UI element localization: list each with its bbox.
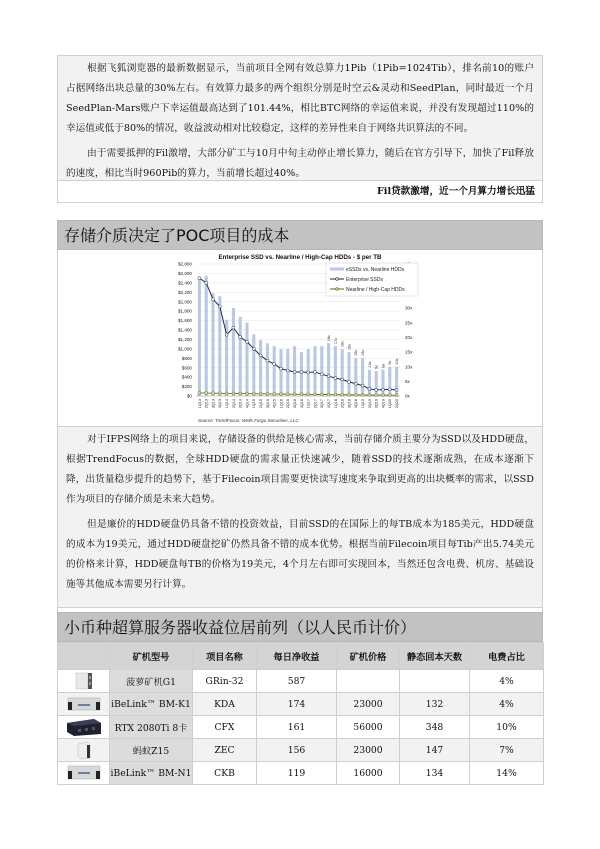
miner-image-cell xyxy=(58,762,110,785)
ssd-point xyxy=(395,388,398,391)
ssd-point xyxy=(354,382,357,385)
left-axis-tick-label: $400 xyxy=(181,374,192,380)
bar-data-label: 18x xyxy=(327,335,331,342)
payback-days: 348 xyxy=(400,716,470,739)
section-title: 小币种超算服务器收益位居前列（以人民币计价） xyxy=(57,612,543,642)
bar-data-label: 15x xyxy=(354,349,359,356)
miner-model: 菠萝矿机G1 xyxy=(110,670,193,693)
ssd-point xyxy=(320,373,323,376)
left-axis-tick-label: $800 xyxy=(181,355,192,361)
ssd-point xyxy=(327,375,330,378)
daily-profit: 174 xyxy=(257,693,337,716)
left-axis-tick-label: $1,800 xyxy=(177,308,192,314)
hdd-point xyxy=(246,392,249,395)
ssd-point xyxy=(293,370,296,373)
ssd-point xyxy=(348,380,351,383)
right-axis-tick-label: 10x xyxy=(405,364,413,370)
column-header: 项目名称 xyxy=(193,643,257,670)
project-name: ZEC xyxy=(193,739,257,762)
bar-data-label: 13x xyxy=(367,361,372,368)
miner-model: iBeLink™ BM-K1 xyxy=(110,693,193,716)
hdd-point xyxy=(239,392,242,395)
x-axis-tick-label: 3Q13 xyxy=(211,399,216,409)
ratio-bar xyxy=(205,276,208,396)
ssd-point xyxy=(382,388,385,391)
bar-data-label: 10x xyxy=(395,358,399,365)
miner-section xyxy=(57,612,543,785)
x-axis-tick-label: 4Q18 xyxy=(354,399,359,409)
legend-marker-hdd xyxy=(336,288,339,291)
ssd-point xyxy=(259,354,262,357)
payback-days xyxy=(400,670,470,693)
x-axis-tick-label: 3Q18 xyxy=(347,399,352,409)
chart-source: Source: TrendFocus; Wells Fargo Securities, LLC xyxy=(198,418,299,423)
left-axis-tick-label: $200 xyxy=(181,384,192,390)
legend-marker-ssd xyxy=(336,278,339,281)
table-row xyxy=(58,739,544,762)
hdd-point xyxy=(300,393,303,396)
ratio-bar xyxy=(259,340,262,396)
x-axis-tick-label: 2Q14 xyxy=(231,399,236,409)
table-row xyxy=(58,670,544,693)
x-axis-tick-label: 1Q17 xyxy=(306,399,311,409)
paragraph: 由于需要抵押的Fil激增，大部分矿工与10月中旬主动停止增长算力，随后在官方引导下，加快了Fil释放的速度，相比当时960Pib的算力，当前增长超过40%。 xyxy=(66,148,534,179)
x-axis-tick-label: 4Q17 xyxy=(327,399,331,409)
hdd-point xyxy=(286,393,289,396)
miner-model: RTX 2080Ti 8卡 xyxy=(110,716,193,739)
ssd-point xyxy=(286,369,289,372)
x-axis-tick-label: 2Q19 xyxy=(367,399,372,409)
ssd-point xyxy=(205,281,208,284)
hdd-point xyxy=(252,392,255,395)
bar-data-label: 13x xyxy=(361,349,365,356)
ratio-bar xyxy=(341,349,344,396)
left-axis-tick-label: $0 xyxy=(186,393,192,399)
right-axis-tick-label: 0x xyxy=(405,393,410,399)
miner-image-cell xyxy=(58,670,110,693)
hdd-point xyxy=(280,393,283,396)
hdd-point xyxy=(198,391,201,394)
ratio-bar xyxy=(388,367,391,396)
ratio-bar xyxy=(381,370,384,396)
ssd-point xyxy=(218,305,221,308)
table-row xyxy=(58,762,544,785)
left-axis-tick-label: $2,600 xyxy=(177,271,192,277)
left-axis-tick-label: $1,400 xyxy=(177,327,192,333)
x-axis-tick-label: 2Q18 xyxy=(340,399,345,409)
project-name: CKB xyxy=(193,762,257,785)
x-axis-tick-label: 2Q17 xyxy=(313,399,318,409)
left-axis-tick-label: $600 xyxy=(181,365,192,371)
miner-g1-image xyxy=(73,671,95,691)
miner-price: 56000 xyxy=(337,716,400,739)
left-axis-tick-label: $2,200 xyxy=(177,289,192,295)
ssd-point xyxy=(246,340,249,343)
payback-days: 132 xyxy=(400,693,470,716)
storage-text-box xyxy=(57,426,543,608)
x-axis-tick-label: 2Q15 xyxy=(259,399,263,409)
x-axis-tick-label: 2Q16 xyxy=(286,399,291,409)
ratio-bar xyxy=(375,371,378,396)
ratio-bar xyxy=(334,346,337,396)
column-header: 矿机型号 xyxy=(110,643,193,670)
column-header xyxy=(58,643,110,670)
chart-title: Enterprise SSD vs. Nearline / High-Cap HDDs - $ per TB xyxy=(218,254,382,261)
left-axis-tick-label: $2,800 xyxy=(177,261,192,267)
ratio-bar xyxy=(211,293,214,396)
miner-table xyxy=(57,642,544,785)
ssd-point xyxy=(361,384,364,387)
legend-label: eSSDs vs. Nearline HDDs xyxy=(346,267,405,273)
ratio-bar xyxy=(361,358,364,396)
ratio-bar xyxy=(279,349,282,396)
daily-profit: 119 xyxy=(257,762,337,785)
right-axis-tick-label: 30x xyxy=(405,305,413,311)
x-axis-tick-label: 1Q13 xyxy=(197,399,202,409)
hdd-point xyxy=(320,393,323,396)
ssd-hdd-chart xyxy=(57,250,543,426)
power-share: 10% xyxy=(470,716,544,739)
ssd-point xyxy=(232,326,235,329)
ratio-bar xyxy=(245,323,248,396)
x-axis-tick-label: 3Q14 xyxy=(238,399,243,409)
ratio-bar xyxy=(239,317,242,396)
storage-section xyxy=(57,220,543,630)
miner-model: 蚂蚁Z15 xyxy=(110,739,193,762)
right-axis-tick-label: 15x xyxy=(405,349,413,355)
legend-label: Enterprise SSDs xyxy=(346,277,383,283)
table-row xyxy=(58,716,544,739)
ssd-point xyxy=(280,367,283,370)
hdd-point xyxy=(273,393,276,396)
miner-price: 16000 xyxy=(337,762,400,785)
ratio-bar xyxy=(286,349,289,396)
ssd-point xyxy=(212,298,215,301)
column-header: 电费占比 xyxy=(470,643,544,670)
ssd-point xyxy=(273,362,276,365)
ssd-point xyxy=(341,378,344,381)
daily-profit: 156 xyxy=(257,739,337,762)
ssd-point xyxy=(225,333,228,336)
bar-data-label: 16x xyxy=(347,343,352,350)
antminer-z15-image xyxy=(73,740,95,760)
column-header: 静态回本天数 xyxy=(400,643,470,670)
ratio-bar xyxy=(327,343,330,396)
chart-legend xyxy=(326,263,418,296)
column-header: 矿机价格 xyxy=(337,643,400,670)
ratio-bar xyxy=(266,343,269,396)
left-axis-tick-label: $2,400 xyxy=(177,280,192,286)
column-header: 每日净收益 xyxy=(257,643,337,670)
figure-caption: Fil贷款激增，近一个月算力增长迅猛 xyxy=(57,181,543,203)
x-axis-tick-label: 1Q15 xyxy=(252,399,257,409)
daily-profit: 161 xyxy=(257,716,337,739)
project-name: CFX xyxy=(193,716,257,739)
bar-data-label: 8x xyxy=(381,363,386,368)
ssd-point xyxy=(300,370,303,373)
power-share: 4% xyxy=(470,670,544,693)
hdd-point xyxy=(327,393,330,396)
ratio-bar xyxy=(368,370,371,396)
miner-image-cell xyxy=(58,716,110,739)
ssd-point xyxy=(307,371,310,374)
ssd-point xyxy=(368,387,371,390)
x-axis-tick-label: 4Q15 xyxy=(272,399,277,409)
hashrate-section xyxy=(57,55,543,203)
miner-model: iBeLink™ BM-N1 xyxy=(110,762,193,785)
bar-data-label: 9x xyxy=(388,360,393,365)
chart-svg xyxy=(58,250,542,426)
x-axis-tick-label: 4Q13 xyxy=(218,399,223,409)
paragraph: 对于IFPS网络上的项目来说，存储设备的供给是核心需求，当前存储介质主要分为SSD以及HDD硬盘，根据TrendFocus的数据，全球HDD硬盘的需求量正快速减少，随着SSD的技术逐渐成熟，在成本逐渐下降，出货量稳步提升的趋势下，基于Filecoin项目需要更快读写速度来争取到更高的出块概率的需求，以SSD作为项目的存储介质是未来大趋势。 xyxy=(66,434,534,505)
left-axis-tick-label: $1,600 xyxy=(177,318,192,324)
ratio-bar xyxy=(232,308,235,396)
table-header-row xyxy=(58,643,544,670)
hdd-point xyxy=(205,392,208,395)
paragraph: 但是廉价的HDD硬盘仍具备不错的投资效益，目前SSD的在国际上的每TB成本为185美元，HDD硬盘的成本为19美元，通过HDD硬盘挖矿仍然具备不错的成本优势。根据当前Filecoin项目每Tib产出5.74美元的价格来计算，HDD硬盘每TB的价格为19美元，4个月左右即可实现回本，当然还包含电费、机房、基础设施等其他成本需要另行计算。 xyxy=(66,519,534,590)
ssd-point xyxy=(239,336,242,339)
right-axis-tick-label: 25x xyxy=(405,320,413,326)
payback-days: 147 xyxy=(400,739,470,762)
ratio-bar xyxy=(273,346,276,396)
miner-price xyxy=(337,670,400,693)
hdd-line xyxy=(199,393,396,395)
ratio-bar xyxy=(252,334,255,396)
hdd-point xyxy=(232,392,235,395)
hdd-point xyxy=(314,393,317,396)
legend-label: Nearline / High-Cap HDDs xyxy=(346,287,405,293)
ratio-bar xyxy=(347,352,350,396)
ibelink-k1-image xyxy=(66,695,102,713)
x-axis-tick-label: 1Q16 xyxy=(279,399,284,409)
power-share: 7% xyxy=(470,739,544,762)
ssd-point xyxy=(314,370,317,373)
legend-swatch-bars xyxy=(330,268,344,271)
rtx-2080ti-rig-image xyxy=(64,717,104,737)
hdd-point xyxy=(266,392,269,395)
x-axis-tick-label: 4Q14 xyxy=(245,399,250,409)
x-axis-tick-label: 3Q17 xyxy=(320,399,325,409)
ssd-point xyxy=(198,277,201,280)
x-axis-tick-label: 4Q19 xyxy=(381,399,386,409)
x-axis-tick-label: 2Q13 xyxy=(204,399,209,409)
payback-days: 134 xyxy=(400,762,470,785)
left-axis-tick-label: $2,000 xyxy=(177,299,192,305)
x-axis-tick-label: 3Q19 xyxy=(374,399,379,409)
hdd-point xyxy=(259,392,262,395)
paragraph: 根据飞狐浏览器的最新数据显示，当前项目全网有效总算力1Pib（1Pib=1024Tib），排名前10的账户占据网络出块总量的30%左右。有效算力最多的两个组织分别是时空云&灵动和SeedPlan，同时最近一个月SeedPlan-Mars账户下幸运值最高达到了101.44%，相比BTC网络的幸运值来说，并没有发现超过110%的幸运值或低于80%的情况，收益波动相对比较稳定，这样的差异性来自于网络共识算法的不同。 xyxy=(66,63,534,134)
table-row xyxy=(58,693,544,716)
hdd-point xyxy=(293,393,296,396)
hdd-point xyxy=(334,393,337,396)
miner-image-cell xyxy=(58,693,110,716)
left-axis-tick-label: $1,000 xyxy=(177,346,192,352)
left-axis-tick-label: $1,200 xyxy=(177,337,192,343)
power-share: 4% xyxy=(470,693,544,716)
x-axis-tick-label: 4Q16 xyxy=(299,399,304,409)
miner-price: 23000 xyxy=(337,739,400,762)
bar-data-label: 16x xyxy=(340,340,345,348)
ibelink-n1-image xyxy=(66,764,102,782)
x-axis-tick-label: 2Q20 xyxy=(395,399,399,409)
bar-data-label: 17x xyxy=(333,338,338,345)
x-axis-tick-label: 1Q14 xyxy=(225,399,229,409)
x-axis-tick-label: 1Q18 xyxy=(333,399,338,409)
bar-data-label: 9x xyxy=(374,365,379,370)
hdd-point xyxy=(225,392,228,395)
project-name: KDA xyxy=(193,693,257,716)
section-title: 存储介质决定了POC项目的成本 xyxy=(57,220,543,250)
ssd-point xyxy=(266,359,269,362)
ratio-bar xyxy=(300,352,303,396)
x-axis-tick-label: 1Q19 xyxy=(361,399,365,409)
hdd-point xyxy=(307,393,310,396)
miner-price: 23000 xyxy=(337,693,400,716)
ratio-bar xyxy=(354,358,357,396)
miner-image-cell xyxy=(58,739,110,762)
ssd-point xyxy=(375,388,378,391)
right-axis-tick-label: 5x xyxy=(405,378,410,384)
x-axis-tick-label: 1Q20 xyxy=(388,399,393,409)
x-axis-tick-label: 3Q15 xyxy=(265,399,270,409)
ratio-bar xyxy=(320,346,323,396)
ssd-point xyxy=(334,377,337,380)
ratio-bar xyxy=(198,279,201,396)
right-axis-tick-label: 20x xyxy=(405,334,413,340)
ssd-point xyxy=(388,388,391,391)
project-name: GRin-32 xyxy=(193,670,257,693)
ssd-point xyxy=(252,347,255,350)
x-axis-tick-label: 3Q16 xyxy=(293,399,297,409)
hdd-point xyxy=(212,392,215,395)
hdd-point xyxy=(218,392,221,395)
daily-profit: 587 xyxy=(257,670,337,693)
power-share: 14% xyxy=(470,762,544,785)
hashrate-text-box xyxy=(57,55,543,181)
